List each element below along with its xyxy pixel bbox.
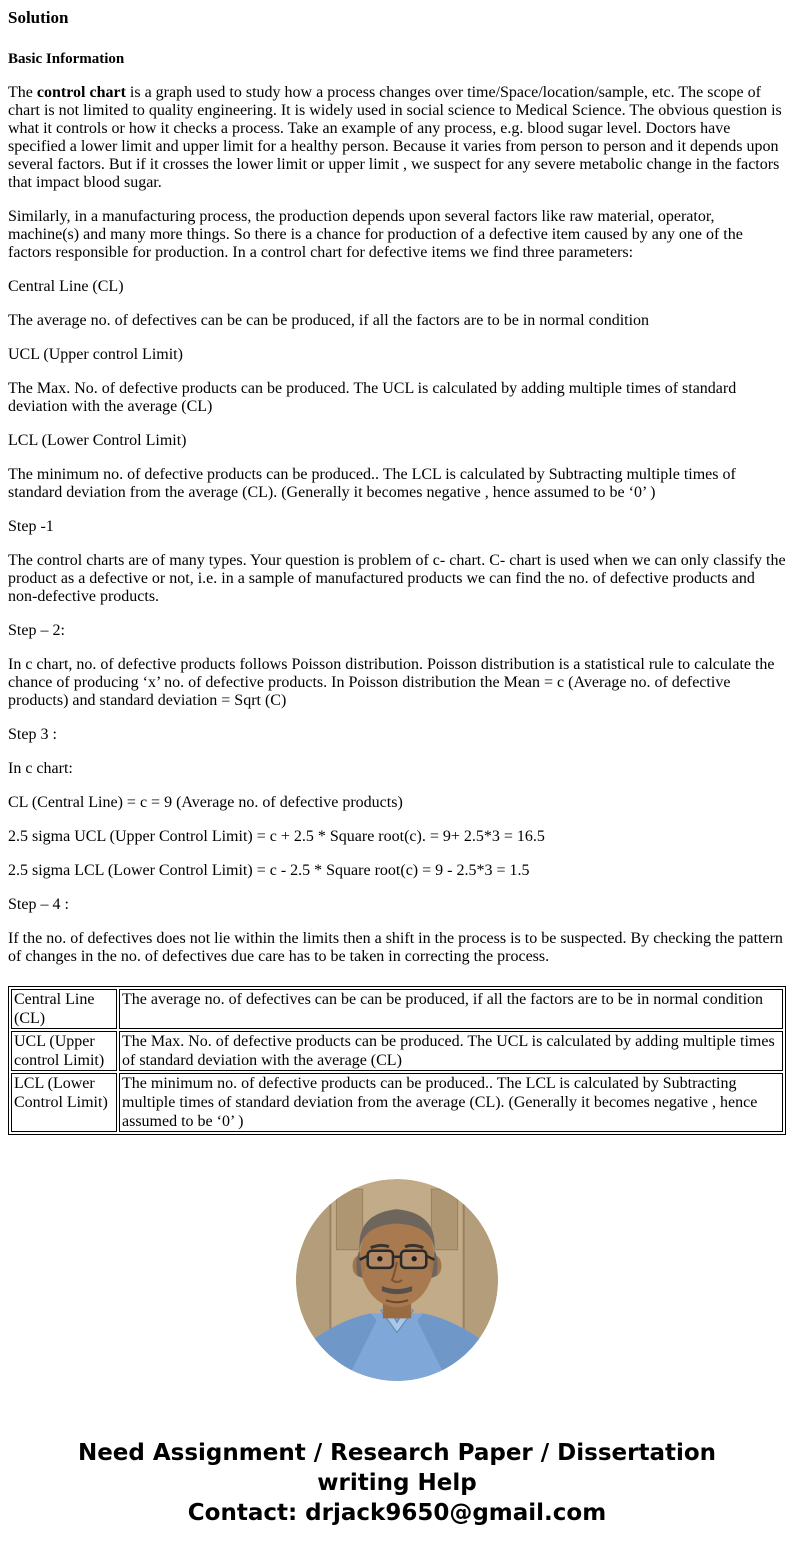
page-title: Solution — [8, 8, 69, 27]
paragraph: Central Line (CL) — [8, 278, 124, 295]
intro-rest: is a graph used to study how a process changes over time/Space/location/sample, etc. The scope of chart is not limited to quality engineering. It is widely used in social science to Medical Science. The obvious question is what it controls or how it checks a process. Take an example of any process, e.g. blood sugar level. Doctors have specified a lower limit and upper limit for a healthy person. Because it varies from person to person and it depends upon several factors. But if it crosses the lower limit or upper limit , we suspect for any severe metabolic change in the factors that impact blood sugar. — [8, 84, 782, 191]
paragraph: Step – 4 : — [8, 896, 69, 913]
paragraph: LCL (Lower Control Limit) — [8, 432, 187, 449]
paragraph: Similarly, in a manufacturing process, the production depends upon several factors like raw material, operator, machine(s) and many more things. So there is a chance for production of a defective item caused by any one of the factors responsible for production. In a control chart for defective items we find three parameters: — [8, 208, 743, 261]
paragraph: The control charts are of many types. Your question is problem of c- chart. C- chart is used when we can only classify the product as a defective or not, i.e. in a sample of manufactured products we can find the no. of defective products and non-defective products. — [8, 552, 786, 605]
definition-cell: The minimum no. of defective products can be produced.. The LCL is calculated by Subtracting multiple times of standard deviation from the average (CL). (Generally it becomes negative , hence assumed to be ‘0’ ) — [119, 1073, 783, 1132]
tutor-photo-illustration — [296, 1179, 498, 1381]
footer-help-text: Need Assignment / Research Paper / Dissertation writing Help — [77, 1440, 717, 1496]
paragraph: The average no. of defectives can be can be produced, if all the factors are to be in normal condition — [8, 312, 650, 329]
intro-prefix: The — [8, 84, 37, 101]
paragraph: 2.5 sigma UCL (Upper Control Limit) = c + 2.5 * Square root(c). = 9+ 2.5*3 = 16.5 — [8, 828, 545, 845]
definitions-table — [8, 986, 786, 1135]
paragraph: In c chart, no. of defective products follows Poisson distribution. Poisson distribution is a statistical rule to calculate the chance of producing ‘x’ no. of defective products. In Poisson distribution the Mean = c (Average no. of defective products) and standard deviation = Sqrt (C) — [8, 656, 775, 709]
paragraph: Step – 2: — [8, 622, 65, 639]
table-row — [11, 1031, 783, 1071]
paragraph: Step 3 : — [8, 726, 57, 743]
term-cell: UCL (Upper control Limit) — [11, 1031, 117, 1071]
paragraph: CL (Central Line) = c = 9 (Average no. of defective products) — [8, 794, 403, 811]
paragraph: In c chart: — [8, 760, 73, 777]
paragraph: The Max. No. of defective products can be produced. The UCL is calculated by adding multiple times of standard deviation with the average (CL) — [8, 380, 737, 415]
term-cell: LCL (Lower Control Limit) — [11, 1073, 117, 1132]
intro-bold-term: control chart — [36, 84, 126, 101]
paragraph: Step -1 — [8, 518, 54, 535]
paragraph: If the no. of defectives does not lie within the limits then a shift in the process is to be suspected. By checking the pattern of changes in the no. of defectives due care has to be taken in correcting the process. — [8, 930, 783, 965]
footer — [32, 1438, 762, 1528]
paragraph: The minimum no. of defective products can be produced.. The LCL is calculated by Subtracting multiple times of standard deviation from the average (CL). (Generally it becomes negative , hence assumed to be ‘0’ ) — [8, 466, 736, 501]
table-row — [11, 1073, 783, 1132]
footer-contact-text: Contact: drjack9650@gmail.com — [187, 1500, 607, 1526]
section-heading: Basic Information — [8, 51, 125, 67]
table-row — [11, 989, 783, 1029]
term-cell: Central Line (CL) — [11, 989, 117, 1029]
tutor-photo — [296, 1179, 498, 1381]
definition-cell: The Max. No. of defective products can be produced. The UCL is calculated by adding multiple times of standard deviation with the average (CL) — [119, 1031, 783, 1071]
intro-paragraph — [8, 84, 786, 192]
avatar-container — [8, 1179, 786, 1386]
paragraph: UCL (Upper control Limit) — [8, 346, 183, 363]
definition-cell: The average no. of defectives can be can be produced, if all the factors are to be in normal condition — [119, 989, 783, 1029]
paragraph: 2.5 sigma LCL (Lower Control Limit) = c - 2.5 * Square root(c) = 9 - 2.5*3 = 1.5 — [8, 862, 530, 879]
